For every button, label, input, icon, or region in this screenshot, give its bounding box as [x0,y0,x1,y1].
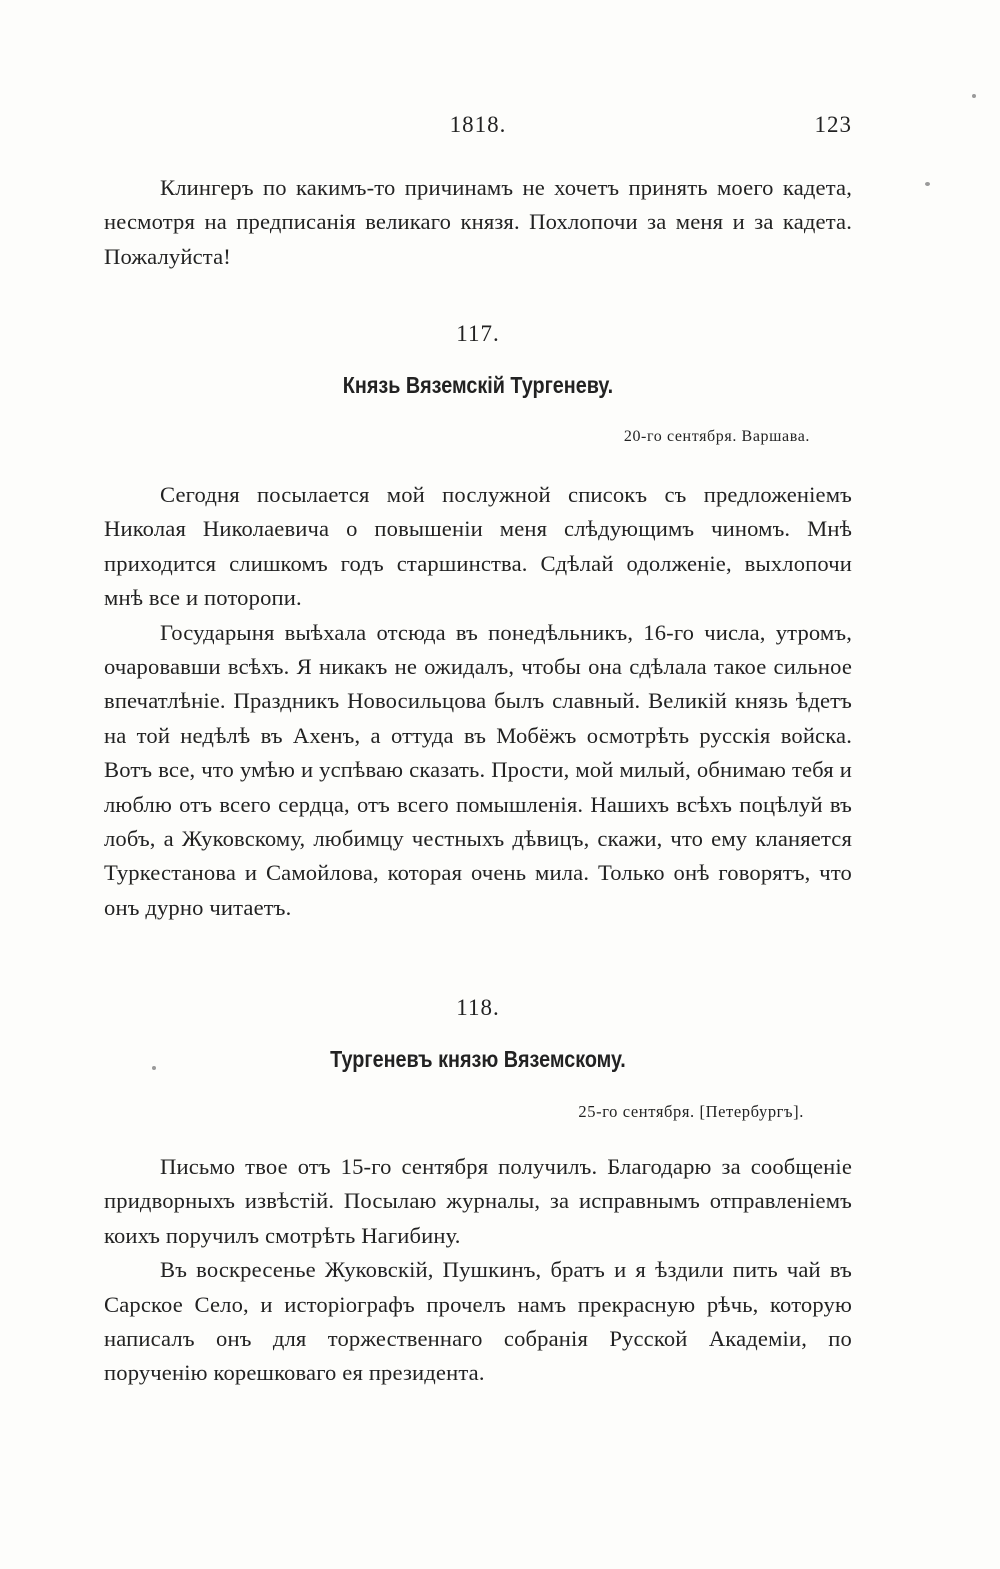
letter-body [104,1150,852,1391]
letter-dateline: 25-го сентября. [Петербургъ]. [578,1102,804,1121]
letter-number: 118. [456,995,500,1020]
letter-title: Князь Вяземскій Тургеневу. [342,372,614,398]
continuation-text [104,171,852,274]
letter-dateline: 20-го сентября. Варшава. [623,428,810,445]
paragraph: Письмо твое отъ 15-го сентября получилъ. Благодарю за сообщеніе придворныхъ извѣстій. Посылаю журналы, за исправнымъ отправленіемъ коихъ поручилъ смотрѣть Нагибину. [104,1154,852,1248]
scan-speck [972,94,976,98]
scan-speck [925,182,930,186]
paragraph: Клингеръ по какимъ-то причинамъ не хочетъ принять моего кадета, несмотря на предписанія великаго князя. Похлопочи за меня и за кадета. Пожалуйста! [104,175,852,269]
letter-body [104,478,852,925]
paragraph: Государыня выѣхала отсюда въ понедѣльникъ, 16-го числа, утромъ, очаровавши всѣхъ. Я никакъ не ожидалъ, чтобы она сдѣлала такое сильное впечатлѣніе. Праздникъ Новосильцова былъ славный. Великій князь ѣдетъ на той недѣлѣ въ Ахенъ, а оттуда въ Мобёжъ осмотрѣть русскія войска. Вотъ все, что умѣю и успѣваю сказать. Прости, мой милый, обнимаю тебя и люблю отъ всего сердца, отъ всего помышленія. Нашихъ всѣхъ поцѣлуй въ лобъ, а Жуковскому, любимцу честныхъ дѣвицъ, скажи, что ему кланяется Туркестанова и Самойлова, которая очень мила. Только онѣ говорятъ, что онъ дурно читаетъ. [104,619,852,920]
paragraph: Сегодня посылается мой послужной списокъ съ предложеніемъ Николая Николаевича о повышеніи меня слѣдующимъ чиномъ. Мнѣ приходится слишкомъ годъ старшинства. Сдѣлай одолженіе, выхлопочи мнѣ все и поторопи. [104,482,852,611]
scan-speck [152,1066,156,1070]
running-header [104,112,852,144]
letter-title: Тургеневъ князю Вяземскому. [330,1046,626,1072]
letter-number: 117. [456,321,500,346]
running-header-year: 1818. [449,112,507,137]
page-number: 123 [814,112,852,137]
paragraph: Въ воскресенье Жуковскій, Пушкинъ, братъ и я ѣздили пить чай въ Сарское Село, и исторіографъ прочелъ намъ прекрасную рѣчь, которую написалъ онъ для торжественнаго собранія Русской Академіи, по порученію корешковаго ея президента. [104,1257,852,1386]
